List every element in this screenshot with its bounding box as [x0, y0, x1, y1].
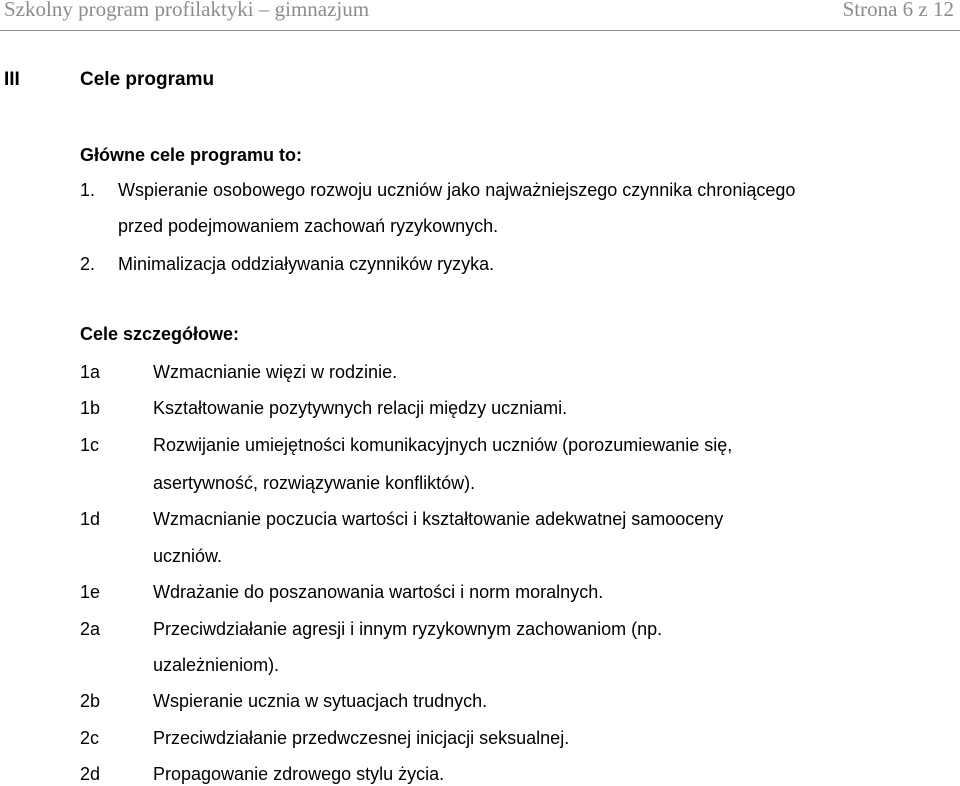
goal-text: Przeciwdziałanie agresji i innym ryzykownym zachowaniom (np.	[153, 619, 663, 639]
goal-code: 1d	[80, 509, 101, 529]
header-page-label: Strona 6 z 12	[842, 0, 954, 21]
goal-code: 1c	[80, 435, 100, 455]
goal-text: uczniów.	[153, 546, 223, 566]
goal-code: 2a	[80, 619, 101, 639]
section-title: Cele programu	[80, 69, 215, 90]
main-goal-number: 2.	[80, 254, 96, 274]
goal-text: Wdrażanie do poszanowania wartości i norm moralnych.	[153, 582, 604, 602]
goal-text: Propagowanie zdrowego stylu życia.	[153, 764, 445, 784]
main-goal-number: 1.	[80, 180, 96, 200]
running-header	[0, 0, 960, 31]
goal-code: 1a	[80, 362, 101, 382]
goal-text: asertywność, rozwiązywanie konfliktów).	[153, 473, 476, 493]
goal-text: Przeciwdziałanie przedwczesnej inicjacji seksualnej.	[153, 728, 570, 748]
goal-text: Wzmacnianie więzi w rodzinie.	[153, 362, 398, 382]
goal-code: 2b	[80, 691, 101, 711]
section-number: III	[4, 69, 20, 90]
goal-code: 1e	[80, 582, 101, 602]
goal-code: 2c	[80, 728, 100, 748]
main-goal-line: Wspieranie osobowego rozwoju uczniów jako najważniejszego czynnika chroniącego	[118, 180, 796, 200]
goal-code: 2d	[80, 764, 101, 784]
main-goal-line: przed podejmowaniem zachowań ryzykownych.	[118, 216, 499, 236]
goal-text: Kształtowanie pozytywnych relacji między uczniami.	[153, 398, 568, 418]
main-goals-heading: Główne cele programu to:	[80, 145, 303, 165]
goal-text: Wzmacnianie poczucia wartości i kształtowanie adekwatnej samooceny	[153, 509, 724, 529]
goal-text: Wspieranie ucznia w sytuacjach trudnych.	[153, 691, 488, 711]
detailed-goals-heading: Cele szczegółowe:	[80, 324, 240, 344]
goal-code: 1b	[80, 398, 101, 418]
header-doc-title: Szkolny program profilaktyki – gimnazjum	[4, 0, 370, 21]
main-goal-line: Minimalizacja oddziaływania czynników ryzyka.	[118, 254, 495, 274]
goal-text: Rozwijanie umiejętności komunikacyjnych uczniów (porozumiewanie się,	[153, 435, 733, 455]
goal-text: uzależnieniom).	[153, 655, 280, 675]
